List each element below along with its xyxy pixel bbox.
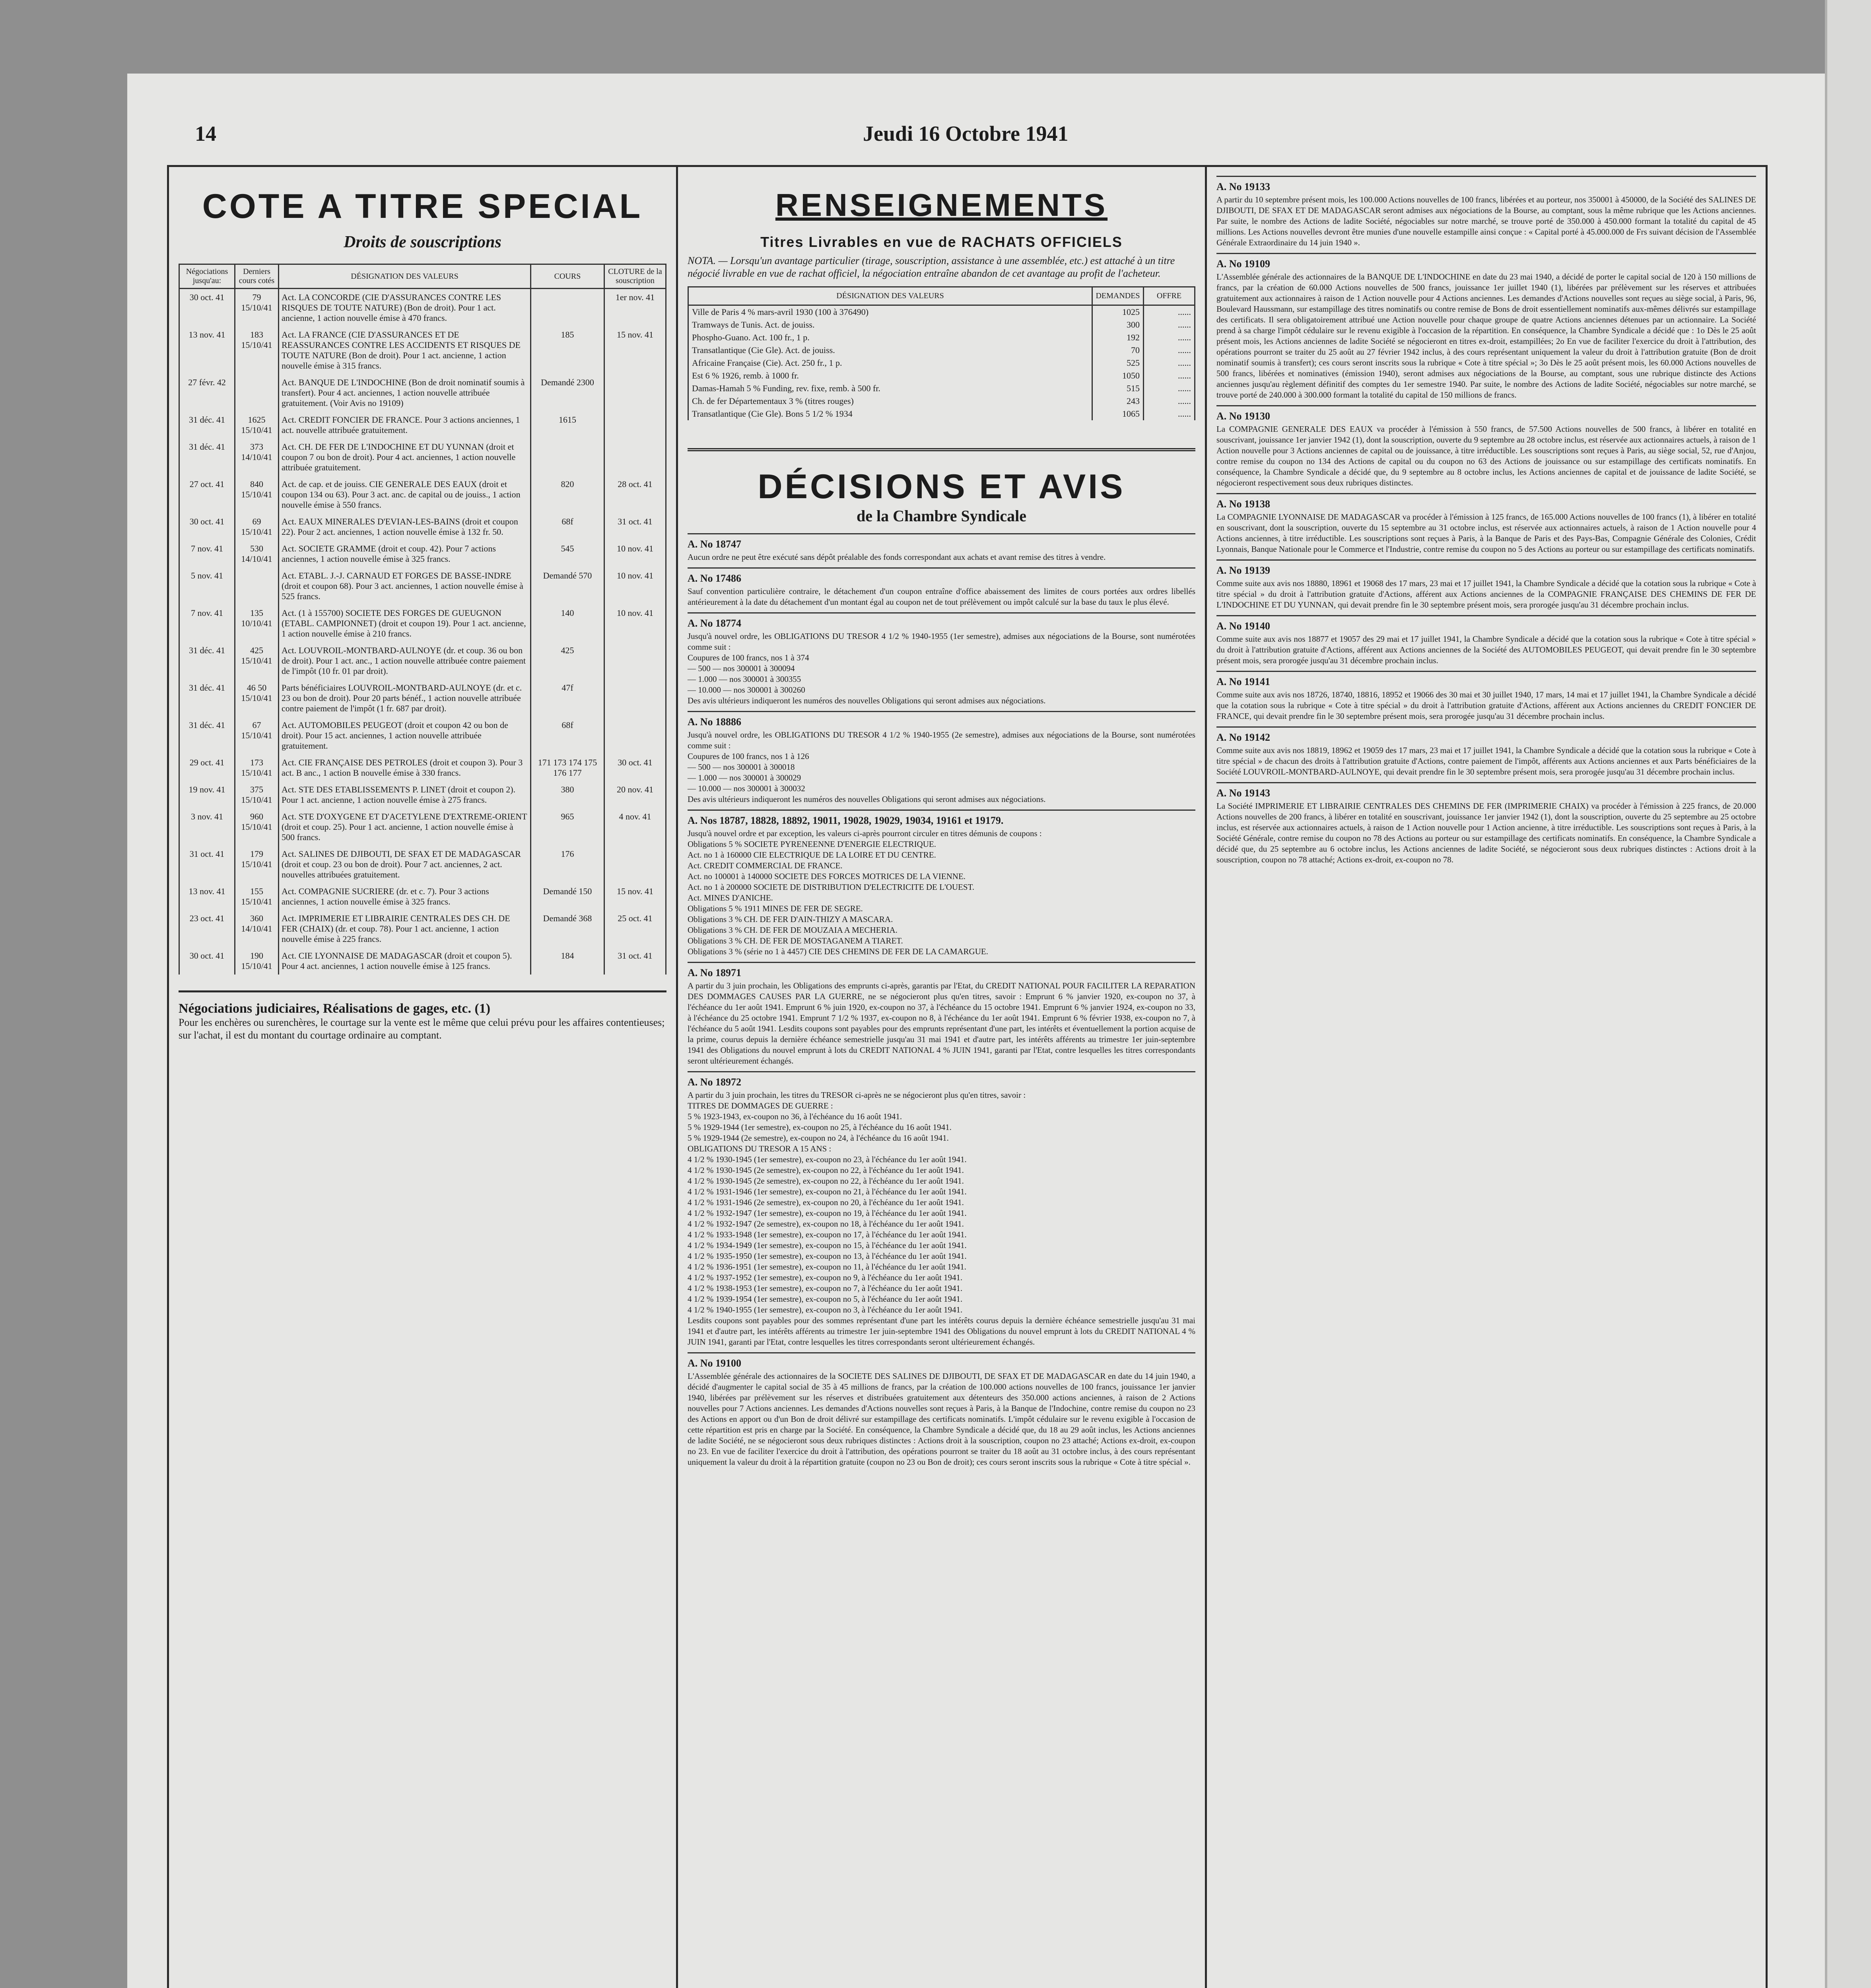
avis-number: A. No 18886 bbox=[688, 716, 742, 728]
avis-text: Sauf convention particulière contraire, le détachement d'un coupon entraîne d'office abaissement des limites de cours portées aux ordres libellés antérieurement à la date du détachement d'un montant égal au coupon net de tout prélèvement ou impôt calculé sur la base du taux le plus élevé. bbox=[688, 586, 1195, 607]
cote-cell-dernier: 840 15/10/41 bbox=[235, 476, 279, 513]
cote-cell-designation: Act. de cap. et de jouiss. CIE GENERALE DES EAUX (droit et coupon 134 ou 63). Pour 3 act. anc. de capital ou de jouiss., 1 action nouvelle émise à 550 francs. bbox=[279, 476, 531, 513]
rens-cell-offre: ...... bbox=[1144, 395, 1195, 408]
column-cote bbox=[169, 167, 678, 1988]
cote-row bbox=[179, 679, 666, 717]
avis-line: 4 1/2 % 1934-1949 (1er semestre), ex-coupon no 15, à l'échéance du 1er août 1941. bbox=[688, 1241, 967, 1250]
avis-number: A. No 19130 bbox=[1216, 410, 1271, 422]
renseignements-row bbox=[688, 331, 1195, 344]
column-avis bbox=[1207, 167, 1766, 1988]
cote-cell-cloture: 31 oct. 41 bbox=[604, 947, 666, 975]
avis-list-col2 bbox=[688, 533, 1195, 1468]
cote-cell-date: 27 févr. 42 bbox=[179, 374, 235, 412]
renseignements-row bbox=[688, 318, 1195, 331]
decisions-section bbox=[688, 448, 1195, 1468]
cote-cell-cloture: 30 oct. 41 bbox=[604, 754, 666, 781]
renseignements-table bbox=[688, 286, 1195, 420]
avis-number: A. Nos 18787, 18828, 18892, 19011, 19028, 19029, 19034, 19161 et 19179. bbox=[688, 815, 1004, 826]
avis-line: TITRES DE DOMMAGES DE GUERRE : bbox=[688, 1101, 833, 1110]
avis-item bbox=[688, 711, 1195, 805]
cote-cell-cours: 380 bbox=[531, 781, 604, 808]
avis-line: 4 1/2 % 1931-1946 (2e semestre), ex-coupon no 20, à l'échéance du 1er août 1941. bbox=[688, 1198, 964, 1207]
avis-number: A. No 19133 bbox=[1216, 181, 1271, 192]
avis-text: Jusqu'à nouvel ordre et par exception, les valeurs ci-après pourront circuler en titres démunis de coupons : bbox=[688, 829, 1042, 838]
cote-cell-date: 3 nov. 41 bbox=[179, 808, 235, 846]
avis-line: — 1.000 — nos 300001 à 300029 bbox=[688, 773, 801, 782]
col-header-negociations: Négociations jusqu'au: bbox=[179, 264, 235, 289]
cote-cell-designation: Act. SALINES DE DJIBOUTI, DE SFAX ET DE MADAGASCAR (droit et coup. 23 ou bon de droit). Pour 7 act. anciennes, 2 act. nouvelles attribuées gratuitement. bbox=[279, 846, 531, 883]
avis-text: L'Assemblée générale des actionnaires de la BANQUE DE L'INDOCHINE en date du 23 mai 1940, a décidé de porter le capital social de 120 à 150 millions de francs, par la création de 60.000 Actions nouvelles de 500 francs, jouissance 1er juillet 1940 (1), libérées par prélèvement sur les réserves et attribuées gratuitement aux actionnaires à raison de 1 Action nouvelle pour 4 Actions anciennes. Les demandes d'Actions nouvelles sont reçues au siège social, à Paris, 96, Boulevard Haussmann, sur estampillage des titres nominatifs ou contre remise de Bons de droit essentiellement nominatifs aux-mêmes délivrés sur estampillage des certificats. Il sera obligatoirement attribué une Action nouvelle pour chaque groupe de quatre Actions anciennes détenues par un actionnaire. La Société prend à sa charge l'impôt cédulaire sur le revenu exigible à l'occasion de la répartition. En conséquence, la Chambre Syndicale a décidé que : 1o Dès le 25 août présent mois, les Actions anciennes de ladite Société se négocieront en titres ex-droit, estampillées; 2o En vue de faciliter l'exercice du droit à l'attribution, des opérations pourront se traiter du 25 août au 27 février 1942 inclus, à des cours représentant uniquement la valeur du droit à l'attribution gratuite (Bon de droit nominatif soumis à transfert); ces cours seront inscrits sous la rubrique « Cote à titre spécial »; 3o Dès le 25 août présent mois, les 60.000 Actions nouvelles de 500 francs, libérées et nominatives (émission 1940), seront admises aux négociations de la Bourse, au comptant, sous une rubrique distincte des Actions anciennes jusqu'au règlement définitif des comptes du 1er semestre 1940. Par suite, le nombre des Actions de ladite Société, négociables sur notre marché, se trouve porté de 240.000 à 300.000 formant la totalité du capital de 150 millions de francs. bbox=[1216, 272, 1756, 400]
cote-row bbox=[179, 374, 666, 412]
avis-line: Obligations 3 % (série no 1 à 4457) CIE DES CHEMINS DE FER DE LA CAMARGUE. bbox=[688, 947, 988, 956]
avis-text: La Société IMPRIMERIE ET LIBRAIRIE CENTRALES DES CHEMINS DE FER (IMPRIMERIE CHAIX) va procéder à l'émission à 225 francs, de 20.000 Actions nouvelles de 200 francs, à libérer en totalité en souscrivant, jouissance 1er janvier 1942 (1), dont la souscription, ouverte du 25 septembre au 25 octobre inclus, est réservée aux actionnaires actuels, à raison de 1 Action nouvelle pour 1 Action ancienne, à titre irréductible. Les souscriptions sont reçues à Paris, à la Société Générale, contre remise du coupon no 78 des Actions au porteur ou sur estampillage des certificats nominatifs. En conséquence, la Chambre Syndicale a décidé que, du 25 septembre au 6 octobre inclus, les Actions anciennes de ladite Société, se négocieront sous deux rubriques distinctes : Actions droit à la souscription, coupon no 78 attaché; Actions ex-droit, ex-coupon no 78. bbox=[1216, 801, 1756, 864]
rens-cell-designation: Tramways de Tunis. Act. de jouiss. bbox=[688, 318, 1092, 331]
avis-item bbox=[688, 1352, 1195, 1468]
cote-row bbox=[179, 781, 666, 808]
cote-cell-cours: Demandé 150 bbox=[531, 883, 604, 910]
avis-line: 5 % 1929-1944 (1er semestre), ex-coupon no 25, à l'échéance du 16 août 1941. bbox=[688, 1122, 952, 1132]
rens-cell-offre: ...... bbox=[1144, 305, 1195, 319]
avis-line: — 10.000 — nos 300001 à 300032 bbox=[688, 784, 805, 793]
avis-line: Obligations 3 % CH. DE FER DE MOUZAIA A MECHERIA. bbox=[688, 925, 898, 935]
rens-cell-designation: Transatlantique (Cie Gle). Bons 5 1/2 % 1934 bbox=[688, 408, 1092, 420]
cote-cell-designation: Act. CIE FRANÇAISE DES PETROLES (droit et coupon 3). Pour 3 act. B anc., 1 action B nouvelle émise à 330 francs. bbox=[279, 754, 531, 781]
cote-cell-designation: Act. (1 à 155700) SOCIETE DES FORGES DE GUEUGNON (ETABL. CAMPIONNET) (droit et coupon 19). Pour 1 act. ancienne, 1 action nouvelle émise à 210 francs. bbox=[279, 605, 531, 642]
cote-cell-designation: Act. LA CONCORDE (CIE D'ASSURANCES CONTRE LES RISQUES DE TOUTE NATURE) (Bon de droit). Pour 1 act. ancienne, 1 action nouvelle émise à 470 francs. bbox=[279, 289, 531, 327]
avis-number: A. No 19100 bbox=[688, 1357, 742, 1369]
cote-cell-dernier bbox=[235, 567, 279, 605]
rens-header-designation: DÉSIGNATION DES VALEURS bbox=[688, 287, 1092, 305]
cote-row bbox=[179, 476, 666, 513]
rens-cell-designation: Est 6 % 1926, remb. à 1000 fr. bbox=[688, 369, 1092, 382]
avis-number: A. No 19142 bbox=[1216, 732, 1271, 743]
cote-cell-designation: Act. IMPRIMERIE ET LIBRAIRIE CENTRALES DES CH. DE FER (CHAIX) (dr. et coup. 78). Pour 1 act. ancienne, 1 action nouvelle émise à 225 francs. bbox=[279, 910, 531, 947]
cote-cell-designation: Act. ETABL. J.-J. CARNAUD ET FORGES DE BASSE-INDRE (droit et coupon 68). Pour 3 act. anciennes, 1 action nouvelle émise à 525 francs. bbox=[279, 567, 531, 605]
cote-cell-dernier: 373 14/10/41 bbox=[235, 439, 279, 476]
cote-row bbox=[179, 567, 666, 605]
cote-cell-date: 31 oct. 41 bbox=[179, 846, 235, 883]
cote-cell-dernier bbox=[235, 374, 279, 412]
rens-cell-demandes: 1025 bbox=[1092, 305, 1144, 319]
avis-line: 4 1/2 % 1937-1952 (1er semestre), ex-coupon no 9, à l'échéance du 1er août 1941. bbox=[688, 1273, 963, 1282]
rens-header-demandes: DEMANDES bbox=[1092, 287, 1144, 305]
cote-cell-dernier: 425 15/10/41 bbox=[235, 642, 279, 679]
avis-lines bbox=[688, 839, 1195, 957]
avis-line: 4 1/2 % 1930-1945 (2e semestre), ex-coupon no 22, à l'échéance du 1er août 1941. bbox=[688, 1165, 964, 1175]
rens-cell-offre: ...... bbox=[1144, 331, 1195, 344]
cote-cell-designation: Act. COMPAGNIE SUCRIERE (dr. et c. 7). Pour 3 actions anciennes, 1 action nouvelle émise à 325 francs. bbox=[279, 883, 531, 910]
avis-item bbox=[1216, 726, 1756, 777]
cote-cell-date: 31 déc. 41 bbox=[179, 717, 235, 754]
avis-text: Comme suite aux avis nos 18726, 18740, 18816, 18952 et 19066 des 30 mai et 30 juillet 1940, 17 mars, 14 mai et 17 juillet 1941, la Chambre Syndicale a décidé que la cotation sous la rubrique « Cote à titre spécial » du droit à l'attribution gratuite d'Actions, afférent aux Actions anciennes du CREDIT FONCIER DE FRANCE, qui devait prendre fin le 30 septembre présent mois, sera prorogée jusqu'au 31 décembre prochain inclus. bbox=[1216, 690, 1756, 721]
avis-item bbox=[1216, 782, 1756, 865]
avis-item bbox=[1216, 671, 1756, 722]
cote-row bbox=[179, 412, 666, 439]
avis-line: — 10.000 — nos 300001 à 300260 bbox=[688, 685, 805, 695]
cote-cell-date: 7 nov. 41 bbox=[179, 605, 235, 642]
avis-text: A partir du 3 juin prochain, les Obligations des emprunts ci-après, garantis par l'Etat, du CREDIT NATIONAL POUR FACILITER LA REPARATION DES DOMMAGES CAUSES PAR LA GUERRE, ne se négocieront plus qu'en titres, savoir : Emprunt 6 % janvier 1920, ex-coupon no 37, à l'échéance du 1er août 1941. Emprunt 6 % juin 1920, ex-coupon no 37, à l'échéance du 15 octobre 1941. Emprunt 6 % janvier 1924, ex-coupon no 33, à l'échéance du 25 octobre 1941. Emprunt 7 1/2 % 1937, ex-coupon no 8, à l'échéance du 1er août 1941. Emprunt 6 % février 1938, ex-coupon no 7, à l'échéance du 5 août 1941. Lesdits coupons sont payables pour des emprunts représentant d'une part, les intérêts et éventuellement la portion acquise de la prime, courus depuis la dernière échéance semestrielle jusqu'au 31 mai 1941 et d'autre part, les intérêts afférents au trimestre 1er juin-septembre 1941 des Obligations du nouvel emprunt à lots du CREDIT NATIONAL 4 % JUIN 1941, garanti par l'Etat, contre lesquelles les titres correspondants seront ultérieurement échangés. bbox=[688, 981, 1195, 1066]
cote-cell-date: 5 nov. 41 bbox=[179, 567, 235, 605]
cote-cell-date: 30 oct. 41 bbox=[179, 289, 235, 327]
rens-cell-demandes: 192 bbox=[1092, 331, 1144, 344]
avis-line: 5 % 1923-1943, ex-coupon no 36, à l'échéance du 16 août 1941. bbox=[688, 1112, 902, 1121]
cote-table-body bbox=[179, 289, 666, 975]
newspaper-page bbox=[127, 74, 1831, 1988]
avis-line: 4 1/2 % 1932-1947 (2e semestre), ex-coupon no 18, à l'échéance du 1er août 1941. bbox=[688, 1219, 964, 1229]
renseignements-row bbox=[688, 344, 1195, 357]
cote-cell-date: 13 nov. 41 bbox=[179, 326, 235, 374]
avis-text: A partir du 3 juin prochain, les titres du TRESOR ci-après ne se négocieront plus qu'en titres, savoir : bbox=[688, 1090, 1026, 1100]
avis-text: Comme suite aux avis nos 18877 et 19057 des 29 mai et 17 juillet 1941, la Chambre Syndicale a décidé que la cotation sous la rubrique « Cote à titre spécial » du droit à l'attribution gratuite d'Actions, afférent aux Actions anciennes de la Société des AUTOMOBILES PEUGEOT, qui devait prendre fin le 30 septembre présent mois, sera prorogée jusqu'au 31 décembre prochain inclus. bbox=[1216, 634, 1756, 665]
avis-line: Coupures de 100 francs, nos 1 à 374 bbox=[688, 653, 809, 662]
page-date: Jeudi 16 Octobre 1941 bbox=[863, 122, 1069, 146]
avis-after-text: Des avis ultérieurs indiqueront les numéros des nouvelles Obligations qui seront admises aux négociations. bbox=[688, 794, 1046, 804]
cote-cell-designation: Act. STE D'OXYGENE ET D'ACETYLENE D'EXTREME-ORIENT (droit et coup. 25). Pour 1 act. ancienne, 1 action nouvelle émise à 500 francs. bbox=[279, 808, 531, 846]
rens-cell-demandes: 1050 bbox=[1092, 369, 1144, 382]
cote-cell-designation: Act. STE DES ETABLISSEMENTS P. LINET (droit et coupon 2). Pour 1 act. ancienne, 1 action nouvelle émise à 275 francs. bbox=[279, 781, 531, 808]
rens-cell-designation: Ville de Paris 4 % mars-avril 1930 (100 à 376490) bbox=[688, 305, 1092, 319]
next-page-edge bbox=[1825, 0, 1871, 1988]
column-renseignements bbox=[678, 167, 1207, 1988]
avis-after-text: Lesdits coupons sont payables pour des sommes représentant d'une part les intérêts courus depuis la dernière échéance semestrielle jusqu'au 31 mai 1941 et d'autre part, les intérêts afférents au trimestre 1er juin-septembre 1941 des Obligations du nouvel emprunt à lots du CREDIT NATIONAL 4 % JUIN 1941, garanti par l'Etat, contre lesquelles les titres correspondants seront ultérieurement échangés. bbox=[688, 1316, 1195, 1347]
avis-list-col3 bbox=[1216, 176, 1756, 865]
cote-cell-cours: 176 bbox=[531, 846, 604, 883]
avis-line: 4 1/2 % 1940-1955 (1er semestre), ex-coupon no 3, à l'échéance du 1er août 1941. bbox=[688, 1305, 963, 1314]
decisions-title: DÉCISIONS ET AVIS bbox=[758, 468, 1125, 506]
cote-cell-cloture bbox=[604, 412, 666, 439]
rens-cell-demandes: 525 bbox=[1092, 357, 1144, 369]
avis-item bbox=[688, 533, 1195, 563]
cote-title: COTE A TITRE SPECIAL bbox=[202, 187, 643, 225]
cote-cell-cloture: 25 oct. 41 bbox=[604, 910, 666, 947]
avis-item bbox=[688, 612, 1195, 706]
cote-cell-dernier: 183 15/10/41 bbox=[235, 326, 279, 374]
cote-cell-dernier: 530 14/10/41 bbox=[235, 540, 279, 567]
cote-cell-designation: Act. EAUX MINERALES D'EVIAN-LES-BAINS (droit et coupon 22). Pour 2 act. anciennes, 1 action nouvelle émise à 132 fr. 50. bbox=[279, 513, 531, 540]
cote-cell-cours: 68f bbox=[531, 513, 604, 540]
avis-item bbox=[688, 962, 1195, 1066]
avis-line: — 500 — nos 300001 à 300018 bbox=[688, 762, 795, 772]
avis-text: A partir du 10 septembre présent mois, les 100.000 Actions nouvelles de 100 francs, libérées et au porteur, nos 350001 à 450000, de la Société des SALINES DE DJIBOUTI, DE SFAX ET DE MADAGASCAR seront admises aux négociations de la Bourse, au comptant, sous la même rubrique que les Actions anciennes. Par suite, le nombre des Actions de ladite Société, négociables sur notre marché, se trouve porté de 350.000 à 450.000 formant la totalité du capital de 45 millions. Les Actions nouvelles devront être munies d'une nouvelle estampille ainsi conçue : « Capital porté à 45.000.000 de Frs suivant décision de l'Assemblée Générale Extraordinaire du 14 juin 1940 ». bbox=[1216, 195, 1756, 247]
avis-number: A. No 19141 bbox=[1216, 676, 1271, 687]
page-frame bbox=[167, 165, 1768, 1988]
avis-number: A. No 19143 bbox=[1216, 787, 1271, 799]
cote-cell-dernier: 155 15/10/41 bbox=[235, 883, 279, 910]
renseignements-row bbox=[688, 369, 1195, 382]
rens-cell-designation: Ch. de fer Départementaux 3 % (titres rouges) bbox=[688, 395, 1092, 408]
cote-cell-designation: Parts bénéficiaires LOUVROIL-MONTBARD-AULNOYE (dr. et c. 23 ou bon de droit). Pour 20 parts bénéf., 1 action nouvelle attribuée contre paiement de l'impôt (1 fr. 687 par droit). bbox=[279, 679, 531, 717]
cote-row bbox=[179, 717, 666, 754]
cote-cell-cloture: 15 nov. 41 bbox=[604, 326, 666, 374]
avis-number: A. No 19139 bbox=[1216, 565, 1271, 576]
cote-cell-cours: 140 bbox=[531, 605, 604, 642]
cote-row bbox=[179, 326, 666, 374]
cote-cell-date: 30 oct. 41 bbox=[179, 947, 235, 975]
renseignements-table-body bbox=[688, 305, 1195, 421]
cote-cell-cloture: 10 nov. 41 bbox=[604, 567, 666, 605]
avis-number: A. No 18747 bbox=[688, 538, 742, 550]
cote-cell-cours: 425 bbox=[531, 642, 604, 679]
cote-cell-dernier: 46 50 15/10/41 bbox=[235, 679, 279, 717]
cote-row bbox=[179, 289, 666, 327]
col-header-cours: COURS bbox=[531, 264, 604, 289]
cote-cell-dernier: 173 15/10/41 bbox=[235, 754, 279, 781]
avis-line: 4 1/2 % 1933-1948 (1er semestre), ex-coupon no 17, à l'échéance du 1er août 1941. bbox=[688, 1230, 967, 1239]
cote-cell-date: 13 nov. 41 bbox=[179, 883, 235, 910]
avis-line: 4 1/2 % 1930-1945 (1er semestre), ex-coupon no 23, à l'échéance du 1er août 1941. bbox=[688, 1155, 967, 1164]
cote-cell-dernier: 69 15/10/41 bbox=[235, 513, 279, 540]
cote-cell-cloture bbox=[604, 846, 666, 883]
cote-cell-date: 7 nov. 41 bbox=[179, 540, 235, 567]
cote-cell-dernier: 960 15/10/41 bbox=[235, 808, 279, 846]
cote-cell-cours: 184 bbox=[531, 947, 604, 975]
avis-line: Act. no 100001 à 140000 SOCIETE DES FORCES MOTRICES DE LA VIENNE. bbox=[688, 872, 966, 881]
cote-row bbox=[179, 439, 666, 476]
cote-cell-date: 23 oct. 41 bbox=[179, 910, 235, 947]
negociations-text: Pour les enchères ou surenchères, le courtage sur la vente est le même que celui prévu pour les affaires contentieuses; sur l'achat, il est du montant du courtage ordinaire au comptant. bbox=[179, 1017, 665, 1041]
renseignements-row bbox=[688, 395, 1195, 408]
avis-line: — 1.000 — nos 300001 à 300355 bbox=[688, 674, 801, 684]
cote-cell-dernier: 375 15/10/41 bbox=[235, 781, 279, 808]
cote-cell-cloture: 15 nov. 41 bbox=[604, 883, 666, 910]
cote-cell-dernier: 179 15/10/41 bbox=[235, 846, 279, 883]
rens-cell-offre: ...... bbox=[1144, 344, 1195, 357]
avis-text: Comme suite aux avis nos 18880, 18961 et 19068 des 17 mars, 23 mai et 17 juillet 1941, la Chambre Syndicale a décidé que la cotation sous la rubrique « Cote à titre spécial » du droit à l'attribution gratuite d'Actions, afférent aux Actions anciennes de la COMPAGNIE FRANÇAISE DES CHEMINS DE FER DE L'INDOCHINE ET DU YUNNAN, qui devait prendre fin le 30 septembre présent mois, sera prorogée jusqu'au 31 décembre prochain inclus. bbox=[1216, 579, 1756, 610]
cote-cell-cloture: 20 nov. 41 bbox=[604, 781, 666, 808]
avis-line: Act. MINES D'ANICHE. bbox=[688, 893, 773, 903]
cote-cell-designation: Act. CIE LYONNAISE DE MADAGASCAR (droit et coupon 5). Pour 4 act. anciennes, 1 action nouvelle émise à 125 francs. bbox=[279, 947, 531, 975]
avis-item bbox=[1216, 493, 1756, 555]
cote-subtitle: Droits de souscriptions bbox=[344, 233, 501, 251]
rens-cell-demandes: 243 bbox=[1092, 395, 1144, 408]
cote-cell-cloture: 10 nov. 41 bbox=[604, 540, 666, 567]
cote-cell-designation: Act. CREDIT FONCIER DE FRANCE. Pour 3 actions anciennes, 1 act. nouvelle attribuée gratuitement. bbox=[279, 412, 531, 439]
avis-item bbox=[1216, 615, 1756, 666]
avis-item bbox=[1216, 405, 1756, 488]
avis-line: — 500 — nos 300001 à 300094 bbox=[688, 664, 795, 673]
avis-line: Act. CREDIT COMMERCIAL DE FRANCE. bbox=[688, 861, 843, 870]
page-number: 14 bbox=[195, 122, 216, 146]
avis-item bbox=[688, 810, 1195, 957]
avis-item bbox=[1216, 176, 1756, 248]
avis-item bbox=[688, 567, 1195, 608]
rens-cell-demandes: 515 bbox=[1092, 382, 1144, 395]
cote-cell-cloture bbox=[604, 374, 666, 412]
cote-cell-cours: 171 173 174 175 176 177 bbox=[531, 754, 604, 781]
avis-line: 5 % 1929-1944 (2e semestre), ex-coupon no 24, à l'échéance du 16 août 1941. bbox=[688, 1133, 949, 1143]
cote-cell-cours: Demandé 570 bbox=[531, 567, 604, 605]
avis-line: Coupures de 100 francs, nos 1 à 126 bbox=[688, 751, 809, 761]
rens-cell-demandes: 70 bbox=[1092, 344, 1144, 357]
renseignements-row bbox=[688, 305, 1195, 319]
cote-cell-cours bbox=[531, 289, 604, 327]
avis-text: Aucun ordre ne peut être exécuté sans dépôt préalable des fonds correspondant aux achats et avant remise des titres à vendre. bbox=[688, 552, 1106, 562]
avis-line: Act. no 1 à 160000 CIE ELECTRIQUE DE LA LOIRE ET DU CENTRE. bbox=[688, 850, 936, 860]
avis-item bbox=[688, 1071, 1195, 1347]
cote-row bbox=[179, 605, 666, 642]
negociations-section bbox=[179, 990, 666, 1042]
cote-cell-designation: Act. SOCIETE GRAMME (droit et coup. 42). Pour 7 actions anciennes, 1 action nouvelle émise à 325 francs. bbox=[279, 540, 531, 567]
cote-cell-cloture: 4 nov. 41 bbox=[604, 808, 666, 846]
cote-cell-cours: 68f bbox=[531, 717, 604, 754]
cote-row bbox=[179, 947, 666, 975]
cote-cell-dernier: 135 10/10/41 bbox=[235, 605, 279, 642]
cote-cell-date: 29 oct. 41 bbox=[179, 754, 235, 781]
cote-row bbox=[179, 883, 666, 910]
cote-cell-dernier: 79 15/10/41 bbox=[235, 289, 279, 327]
avis-text: La COMPAGNIE GENERALE DES EAUX va procéder à l'émission à 550 francs, de 57.500 Actions nouvelles de 500 francs, à libérer en totalité en souscrivant, jouissance 1er janvier 1942 (1), dont la souscription, ouverte du 9 septembre au 28 octobre inclus, est réservée aux actionnaires actuels, à raison de 1 Action nouvelle pour 3 Actions anciennes de capital ou de jouissance, à titre irréductible. Les souscriptions sont reçues à Paris, au siège social, 52, rue d'Anjou, contre remise du coupon no 134 des Actions de capital ou du coupon no 63 des Actions de jouissance ou sur estampillage des certificats nominatifs. En conséquence, la Chambre Syndicale a décidé que, du 9 septembre au 8 octobre inclus, les Actions anciennes de capital et de jouissance de ladite Société, se négocieront respectivement sous deux rubriques distinctes. bbox=[1216, 424, 1756, 487]
cote-cell-date: 30 oct. 41 bbox=[179, 513, 235, 540]
cote-cell-cours: 965 bbox=[531, 808, 604, 846]
rens-cell-demandes: 1065 bbox=[1092, 408, 1144, 420]
avis-text: Jusqu'à nouvel ordre, les OBLIGATIONS DU TRESOR 4 1/2 % 1940-1955 (1er semestre), admises aux négociations de la Bourse, sont numérotées comme suit : bbox=[688, 631, 1195, 652]
renseignements-title: RENSEIGNEMENTS bbox=[775, 187, 1108, 223]
avis-line: Obligations 3 % CH. DE FER DE MOSTAGANEM A TIARET. bbox=[688, 936, 903, 945]
avis-line: 4 1/2 % 1935-1950 (1er semestre), ex-coupon no 13, à l'échéance du 1er août 1941. bbox=[688, 1251, 967, 1261]
rens-cell-designation: Africaine Française (Cie). Act. 250 fr., 1 p. bbox=[688, 357, 1092, 369]
cote-row bbox=[179, 846, 666, 883]
rens-cell-demandes: 300 bbox=[1092, 318, 1144, 331]
cote-cell-date: 31 déc. 41 bbox=[179, 439, 235, 476]
rens-cell-designation: Damas-Hamah 5 % Funding, rev. fixe, remb. à 500 fr. bbox=[688, 382, 1092, 395]
cote-cell-dernier: 67 15/10/41 bbox=[235, 717, 279, 754]
avis-line: 4 1/2 % 1939-1954 (1er semestre), ex-coupon no 5, à l'échéance du 1er août 1941. bbox=[688, 1294, 963, 1304]
renseignements-row bbox=[688, 357, 1195, 369]
cote-cell-designation: Act. BANQUE DE L'INDOCHINE (Bon de droit nominatif soumis à transfert). Pour 4 act. anciennes, 1 action nouvelle attribuée gratuitement. (Voir Avis no 19109) bbox=[279, 374, 531, 412]
cote-row bbox=[179, 910, 666, 947]
renseignements-row bbox=[688, 382, 1195, 395]
avis-line: 4 1/2 % 1936-1951 (1er semestre), ex-coupon no 11, à l'échéance du 1er août 1941. bbox=[688, 1262, 967, 1272]
cote-cell-cours bbox=[531, 439, 604, 476]
avis-line: 4 1/2 % 1938-1953 (1er semestre), ex-coupon no 7, à l'échéance du 1er août 1941. bbox=[688, 1283, 963, 1293]
avis-item bbox=[1216, 253, 1756, 400]
cote-row bbox=[179, 513, 666, 540]
decisions-subtitle: de la Chambre Syndicale bbox=[856, 507, 1027, 525]
cote-cell-designation: Act. LOUVROIL-MONTBARD-AULNOYE (dr. et coup. 36 ou bon de droit). Pour 1 act. anc., 1 action nouvelle attribuée contre paiement de l'impôt (10 fr. 01 par droit). bbox=[279, 642, 531, 679]
cote-cell-designation: Act. AUTOMOBILES PEUGEOT (droit et coupon 42 ou bon de droit). Pour 15 act. anciennes, 1 action nouvelle attribuée gratuitement. bbox=[279, 717, 531, 754]
avis-line: 4 1/2 % 1930-1945 (2e semestre), ex-coupon no 22, à l'échéance du 1er août 1941. bbox=[688, 1176, 964, 1186]
cote-cell-date: 31 déc. 41 bbox=[179, 412, 235, 439]
avis-line: Act. no 1 à 200000 SOCIETE DE DISTRIBUTION D'ELECTRICITE DE L'OUEST. bbox=[688, 882, 975, 892]
cote-row bbox=[179, 808, 666, 846]
avis-line: Obligations 5 % SOCIETE PYRENEENNE D'ENERGIE ELECTRIQUE. bbox=[688, 839, 936, 849]
cote-cell-cloture: 31 oct. 41 bbox=[604, 513, 666, 540]
cote-row bbox=[179, 642, 666, 679]
avis-line: 4 1/2 % 1932-1947 (1er semestre), ex-coupon no 19, à l'échéance du 1er août 1941. bbox=[688, 1208, 967, 1218]
avis-lines bbox=[688, 751, 1195, 794]
rens-cell-offre: ...... bbox=[1144, 382, 1195, 395]
cote-cell-cours: Demandé 2300 bbox=[531, 374, 604, 412]
avis-text: Jusqu'à nouvel ordre, les OBLIGATIONS DU TRESOR 4 1/2 % 1940-1955 (2e semestre), admises aux négociations de la Bourse, sont numérotées comme suit : bbox=[688, 730, 1195, 750]
rens-cell-designation: Transatlantique (Cie Gle). Act. de jouiss. bbox=[688, 344, 1092, 357]
cote-cell-cloture bbox=[604, 642, 666, 679]
cote-row bbox=[179, 754, 666, 781]
cote-cell-designation: Act. CH. DE FER DE L'INDOCHINE ET DU YUNNAN (droit et coupon 7 ou bon de droit). Pour 4 act. anciennes, 1 action nouvelle attribuée gratuitement. bbox=[279, 439, 531, 476]
cote-cell-cloture bbox=[604, 439, 666, 476]
cote-cell-dernier: 1625 15/10/41 bbox=[235, 412, 279, 439]
cote-cell-cloture: 1er nov. 41 bbox=[604, 289, 666, 327]
avis-line: Obligations 3 % CH. DE FER D'AIN-THIZY A MASCARA. bbox=[688, 914, 893, 924]
avis-text: L'Assemblée générale des actionnaires de la SOCIETE DES SALINES DE DJIBOUTI, DE SFAX ET DE MADAGASCAR en date du 14 juin 1940, a décidé d'augmenter le capital social de 35 à 45 millions de francs, par la création de 100.000 actions nouvelles de 100 francs, jouissance 1er janvier 1940, libérées par prélèvement sur les réserves et distribuées gratuitement aux détenteurs des 350.000 actions anciennes, à raison de 2 Actions nouvelles pour 7 Actions anciennes. Les demandes d'Actions nouvelles sont reçues à Paris, à la Banque de l'Indochine, contre remise du coupon no 23 des Actions en apport ou d'un Bon de droit délivré sur estampillage des certificats nominatifs. L'impôt cédulaire sur le revenu exigible à l'occasion de cette répartition est pris en charge par la Société. En conséquence, la Chambre Syndicale a décidé que, du 18 au 29 août inclus, les Actions anciennes de ladite Société, ne se négocieront sous deux rubriques distinctes : Actions droit à la souscription, coupon no 23 attaché; Actions ex-droit, ex-coupon no 23. En vue de faciliter l'exercice du droit à l'attribution, des opérations pourront se traiter du 18 août au 31 octobre inclus, à des cours représentant uniquement la valeur du droit à la répartition gratuite (coupon no 23 ou Bon de droit); ces cours seront inscrits sous la rubrique « Cote à titre spécial ». bbox=[688, 1371, 1195, 1467]
cote-cell-cours: 185 bbox=[531, 326, 604, 374]
cote-cell-dernier: 190 15/10/41 bbox=[235, 947, 279, 975]
renseignements-row bbox=[688, 408, 1195, 420]
cote-cell-cours: 820 bbox=[531, 476, 604, 513]
avis-lines bbox=[688, 652, 1195, 695]
rens-header-offre: OFFRE bbox=[1144, 287, 1195, 305]
cote-cell-cours: 545 bbox=[531, 540, 604, 567]
avis-line: 4 1/2 % 1931-1946 (1er semestre), ex-coupon no 21, à l'échéance du 1er août 1941. bbox=[688, 1187, 967, 1196]
avis-number: A. No 19138 bbox=[1216, 498, 1271, 510]
avis-text: La COMPAGNIE LYONNAISE DE MADAGASCAR va procéder à l'émission à 125 francs, de 165.000 Actions nouvelles de 100 francs (1), à libérer en totalité en souscrivant, dont la souscription, ouverte du 15 septembre au 31 octobre inclus, est réservée aux actionnaires actuels, à raison de 1 Action nouvelle pour 4 Actions anciennes, à titre irréductible. Les souscriptions sont reçues à Paris, à la Banque de Paris et des Pays-Bas, Compagnie Générale des Colonies, Crédit Lyonnais, Banque Nationale pour le Commerce et l'Industrie, contre remise du coupon no 5 des Actions au porteur ou sur estampillage des certificats nominatifs. bbox=[1216, 512, 1756, 554]
cote-cell-date: 19 nov. 41 bbox=[179, 781, 235, 808]
negociations-title: Négociations judiciaires, Réalisations de gages, etc. (1) bbox=[179, 1001, 491, 1016]
cote-cell-cours: Demandé 368 bbox=[531, 910, 604, 947]
cote-cell-designation: Act. LA FRANCE (CIE D'ASSURANCES ET DE REASSURANCES CONTRE LES ACCIDENTS ET RISQUES DE TOUTE NATURE (Bon de droit). Pour 1 act. ancienne, 1 action nouvelle émise à 315 francs. bbox=[279, 326, 531, 374]
avis-number: A. No 18774 bbox=[688, 617, 742, 629]
col-header-cloture: CLOTURE de la souscription bbox=[604, 264, 666, 289]
cote-cell-cours: 1615 bbox=[531, 412, 604, 439]
renseignements-nota: NOTA. — Lorsqu'un avantage particulier (tirage, souscription, assistance à une assemblée, etc.) est attaché à un titre négocié livrable en vue de rachat officiel, la négociation entraîne abandon de cet avantage au profit de l'acheteur. bbox=[688, 255, 1175, 279]
avis-line: Obligations 5 % 1911 MINES DE FER DE SEGRE. bbox=[688, 904, 863, 913]
avis-line: OBLIGATIONS DU TRESOR A 15 ANS : bbox=[688, 1144, 832, 1153]
rens-cell-designation: Phospho-Guano. Act. 100 fr., 1 p. bbox=[688, 331, 1092, 344]
cote-cell-dernier: 360 14/10/41 bbox=[235, 910, 279, 947]
rens-cell-offre: ...... bbox=[1144, 318, 1195, 331]
cote-row bbox=[179, 540, 666, 567]
col-header-designation: DÉSIGNATION DES VALEURS bbox=[279, 264, 531, 289]
avis-text: Comme suite aux avis nos 18819, 18962 et 19059 des 17 mars, 23 mai et 17 juillet 1941, la Chambre Syndicale a décidé que la cotation sous la rubrique « Cote à titre spécial » de chacun des droits à l'attribution gratuite d'Actions, contre paiement de l'impôt, afférents aux Actions anciennes et aux Parts bénéficiaires de la Société LOUVROIL-MONTBARD-AULNOYE, qui devait prendre fin le 30 septembre présent mois, sera prorogée jusqu'au 31 décembre prochain inclus. bbox=[1216, 746, 1756, 777]
avis-number: A. No 18972 bbox=[688, 1076, 742, 1088]
avis-item bbox=[1216, 559, 1756, 610]
avis-after-text: Des avis ultérieurs indiqueront les numéros des nouvelles Obligations qui seront admises aux négociations. bbox=[688, 696, 1046, 705]
cote-cell-date: 27 oct. 41 bbox=[179, 476, 235, 513]
rens-cell-offre: ...... bbox=[1144, 408, 1195, 420]
col-header-derniers: Derniers cours cotés bbox=[235, 264, 279, 289]
renseignements-subtitle: Titres Livrables en vue de RACHATS OFFICIELS bbox=[760, 234, 1123, 250]
cote-cell-cloture: 10 nov. 41 bbox=[604, 605, 666, 642]
avis-number: A. No 19109 bbox=[1216, 258, 1271, 270]
rens-cell-offre: ...... bbox=[1144, 369, 1195, 382]
cote-cell-cloture: 28 oct. 41 bbox=[604, 476, 666, 513]
cote-cell-cloture bbox=[604, 717, 666, 754]
cote-table bbox=[179, 264, 666, 975]
avis-number: A. No 17486 bbox=[688, 573, 742, 584]
avis-number: A. No 18971 bbox=[688, 967, 742, 978]
cote-cell-cours: 47f bbox=[531, 679, 604, 717]
avis-number: A. No 19140 bbox=[1216, 620, 1271, 632]
cote-cell-date: 31 déc. 41 bbox=[179, 642, 235, 679]
avis-lines bbox=[688, 1101, 1195, 1315]
cote-cell-cloture bbox=[604, 679, 666, 717]
rens-cell-offre: ...... bbox=[1144, 357, 1195, 369]
cote-cell-date: 31 déc. 41 bbox=[179, 679, 235, 717]
